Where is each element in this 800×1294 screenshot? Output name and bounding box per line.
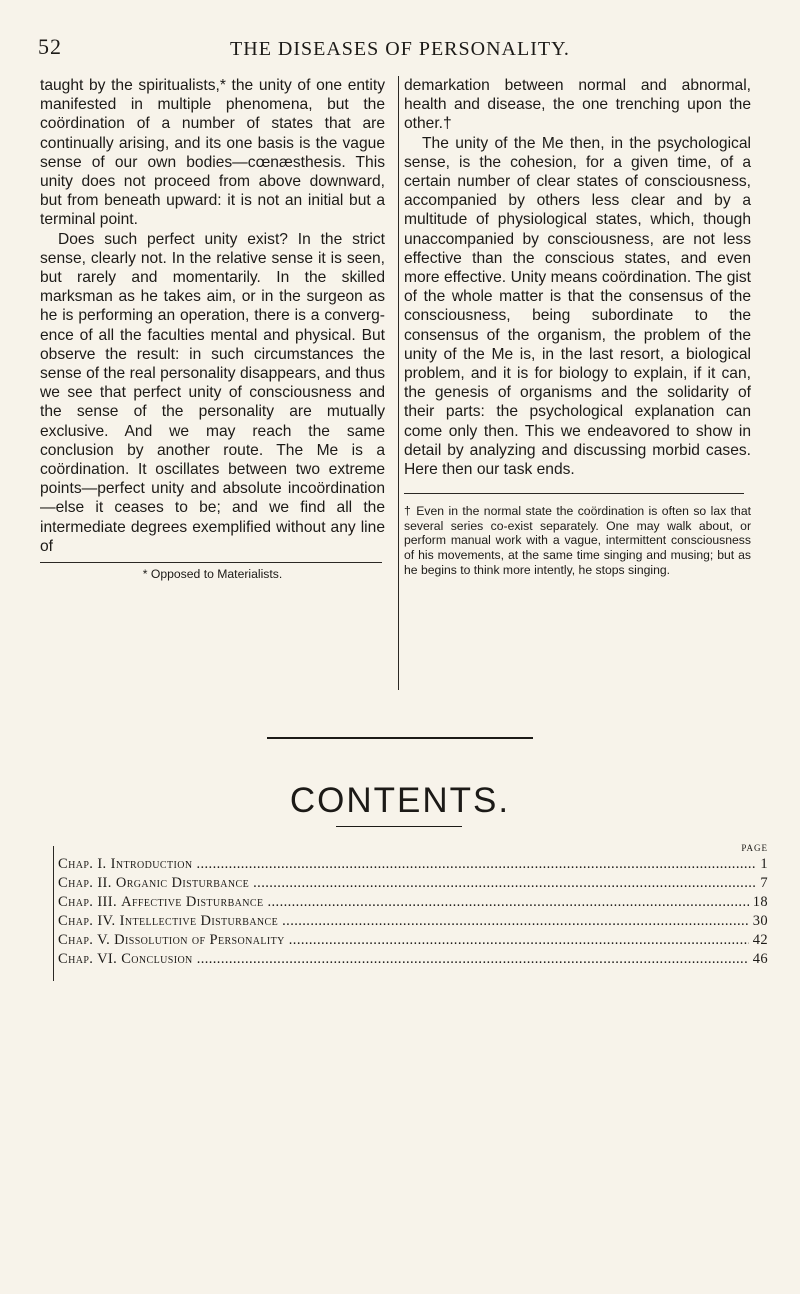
table-of-contents (58, 856, 768, 970)
toc-chapter-label: Chap. IV. (58, 913, 116, 929)
toc-entry[interactable] (58, 951, 768, 970)
toc-page-number: 46 (752, 951, 768, 967)
toc-entry[interactable] (58, 856, 768, 875)
toc-chapter-label: Chap. VI. (58, 951, 118, 967)
toc-leader (289, 932, 749, 949)
page-column-header: PAGE (741, 843, 768, 853)
toc-entry[interactable] (58, 894, 768, 913)
section-separator (267, 737, 533, 739)
left-paragraph-1: taught by the spiritualists,* the unity of one entity manifested in multiple phenomena, but the coördination of a number of states that are continually arising, and its one basis is the vague sense of our own bodies—cœnæsthesis. This unity does not proceed from above downward, but from beneath upward: it is not an initial but a terminal point. (40, 77, 385, 229)
toc-chapter-title: Intellective Disturbance (119, 913, 279, 929)
right-column (398, 76, 751, 690)
toc-entry[interactable] (58, 875, 768, 894)
toc-leader (282, 913, 749, 930)
toc-chapter-title: Conclusion (121, 951, 193, 967)
toc-chapter-label: Chap. III. (58, 894, 118, 910)
toc-entry[interactable] (58, 932, 768, 951)
toc-page-number: 7 (760, 875, 768, 891)
footnote-rule-right (404, 493, 744, 494)
toc-page-number: 30 (752, 913, 768, 929)
page-number: 52 (38, 34, 62, 59)
toc-chapter-title: Dissolution of Personality (114, 932, 285, 948)
footnote-left: * Opposed to Materialists. (142, 567, 283, 582)
left-paragraph-2: Does such perfect unity exist? In the strict sense, clearly not. In the relative sense it is seen, but rarely and momentarily. In the skilled marksman as he takes aim, or in the surgeon as he is performing an operation, there is a converg-ence of all the faculties mental and physical. But observe the result: in such circumstances the sense of the real personality disappears, and thus we see that perfect unity of consciousness and the sense of the personality are mutually exclusive. And we may reach the same conclusion by another route. The Me is a coördination. It oscillates between two extreme points—perfect unity and absolute incoördination—else it ceases to be; and we find all the intermediate degrees exemplified without any line of (40, 230, 385, 555)
toc-entry[interactable] (58, 913, 768, 932)
toc-leader (268, 894, 749, 911)
contents-rule (336, 826, 462, 827)
contents-title: CONTENTS. (289, 781, 511, 820)
toc-chapter-title: Affective Disturbance (121, 894, 264, 910)
toc-page-number: 42 (752, 932, 768, 948)
toc-leader (197, 951, 749, 968)
toc-leader (196, 856, 756, 873)
toc-chapter-label: Chap. V. (58, 932, 111, 948)
running-head: THE DISEASES OF PERSONALITY. (230, 38, 570, 60)
left-column (40, 76, 385, 582)
right-paragraph-2: The unity of the Me then, in the psychological sense, is the cohesion, for a given time, of a certain number of clear states of consciousness, accompanied by others less clear and by a multitude of physiological states, which, though unaccompanied by consciousness, are not less effective than the conscious states, and even more effective. Unity means coördination. The gist of the whole matter is that the consensus of the consciousness, being subordinate to the consensus of the organism, the problem of the unity of the Me is, in the last resort, a biological problem, and it is for biology to explain, if it can, the genesis of organisms and the solidarity of their parts: the psychological explanation can come only then. This we endeavored to show in detail by analyzing and discussing morbid cases. Here then our task ends. (404, 134, 751, 479)
toc-chapter-label: Chap. II. (58, 875, 112, 891)
right-paragraph-1: demarkation between normal and abnormal, health and disease, the one trenching upon the other.† (404, 77, 751, 133)
footnote-right: † Even in the normal state the coördination is often so lax that several series co-exist separately. One may walk about, or perform manual work with a vague, intermittent consciousness of his movements, at the same time singing and musing; but as he begins to think more intently, he stops singing. (404, 504, 751, 577)
toc-page-number: 1 (760, 856, 768, 872)
contents-bracket (53, 846, 54, 981)
toc-leader (253, 875, 756, 892)
footnote-rule-left (40, 562, 382, 563)
toc-chapter-label: Chap. I. (58, 856, 107, 872)
toc-chapter-title: Organic Disturbance (115, 875, 250, 891)
toc-page-number: 18 (752, 894, 768, 910)
toc-chapter-title: Introduction (110, 856, 193, 872)
